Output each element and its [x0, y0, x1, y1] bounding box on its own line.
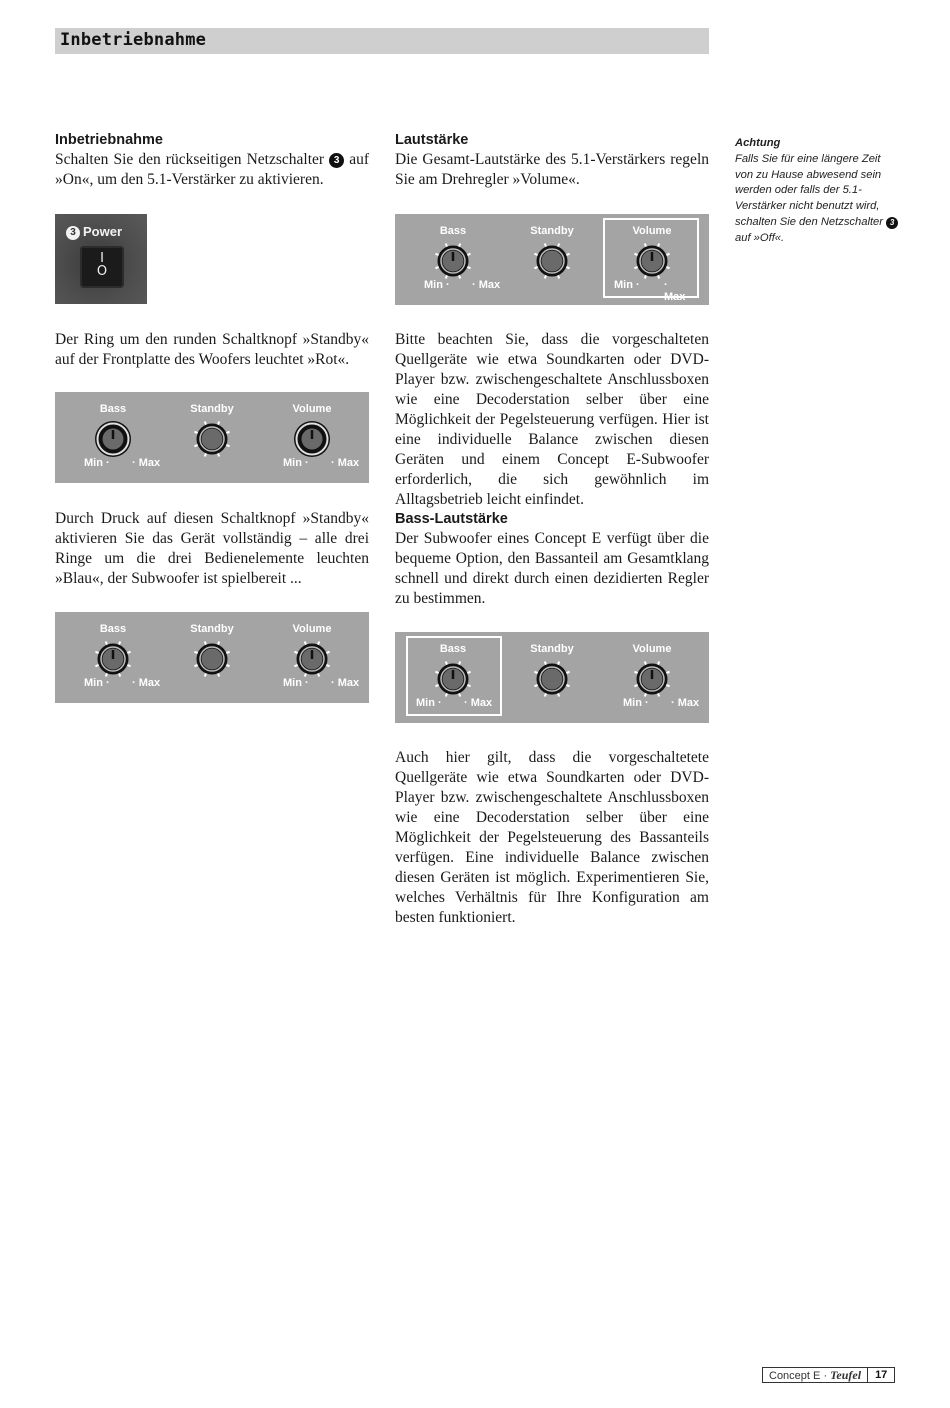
power-on-text: [55, 150, 369, 190]
volume-section: [395, 130, 709, 190]
control-panel-bass: [395, 632, 709, 723]
bass-volume-section: [395, 509, 709, 609]
page-number: 17: [868, 1367, 895, 1383]
standby-control: [502, 214, 602, 305]
min-label: Min ·: [623, 697, 649, 709]
note-switch-marker: 3: [886, 217, 898, 229]
power-on-section: [55, 130, 369, 190]
sources-text: Bitte beachten Sie, dass die vorgeschalteten Quellgeräte wie etwa Soundkarten oder DVD-Player bzw. zwischengeschaltete Anschlussboxen wie eine Decoderstation selber über eine Möglichkeit der Pegelsteuerung verfügen. Hier ist eine individuelle Balance zwischen diesen Geräten und einem Concept E-Subwoofer erforderlich, die sich gewöhnlich im Alltagsbetrieb leicht einfindet.: [395, 331, 709, 508]
power-switch-photo: [55, 214, 147, 304]
power-label-text: Power: [83, 224, 123, 239]
volume-label: Volume: [632, 643, 672, 655]
bass-label: Bass: [99, 623, 127, 635]
max-label: · Max: [331, 457, 360, 469]
min-label: Min ·: [614, 279, 640, 291]
volume-label: Volume: [292, 623, 332, 635]
min-label: Min ·: [283, 677, 309, 689]
bass-knob-icon: [433, 241, 473, 281]
volume-knob-icon: [632, 241, 672, 281]
max-label: · Max: [132, 677, 161, 689]
note-text-part1: Falls Sie für eine längere Zeit von zu Hause abwesend sein werden oder falls der 5.1-Verstärker nicht benutzt wird, schalten Sie den Netzschalter: [735, 152, 884, 228]
bass-control: [63, 612, 163, 703]
min-label: Min ·: [424, 279, 450, 291]
power-on-text-part1: Schalten Sie den rückseitigen Netzschalter: [55, 151, 325, 168]
rocker-symbol-icon: I O: [96, 251, 108, 279]
standby-label: Standby: [190, 623, 234, 635]
control-panel-standby: [55, 392, 369, 483]
bass-control-highlighted: [395, 632, 495, 723]
standby-control: [162, 392, 262, 483]
min-label: Min ·: [283, 457, 309, 469]
note-text-part2: auf »Off«.: [735, 231, 785, 244]
footer-product: Concept E: [769, 1370, 821, 1382]
max-label: · Max: [331, 677, 360, 689]
bass-control: [63, 392, 163, 483]
control-panel-active: [55, 612, 369, 703]
max-label: · Max: [464, 697, 493, 709]
standby-ring-text: Der Ring um den runden Schaltknopf »Standby« auf der Frontplatte des Woofers leuchtet »Rot«.: [55, 331, 369, 368]
rocker-switch: [80, 246, 124, 288]
page-title: Inbetriebnahme: [60, 30, 207, 50]
bass-volume-text: Der Subwoofer eines Concept E verfügt über die bequeme Option, den Bassanteil am Gesamtklang schnell und direkt durch einen dezidierten Regler zu bestimmen.: [395, 530, 709, 607]
bass-sources-text: Auch hier gilt, dass die vorgeschaltetete Quellgeräte wie etwa Soundkarten oder DVD-Player bzw. zwischengeschaltete Anschlussboxen wie eine Decoderstation selber über eine Möglichkeit der Pegelsteuerung des Bassanteils verfügen. Eine individuelle Balance zwischen diesen Geräten ist möglich. Experimentieren Sie, welches Verhältnis für Ihre Konfiguration am besten funktioniert.: [395, 749, 709, 926]
footer-brand: [762, 1367, 868, 1383]
volume-control: [262, 392, 362, 483]
volume-knob-icon: [292, 419, 332, 459]
activate-text: Durch Druck auf diesen Schaltknopf »Standby« aktivieren Sie das Gerät vollständig – alle drei Ringe um die drei Bedienelemente leuchten »Blau«, der Subwoofer ist spielbereit ...: [55, 510, 369, 587]
bass-label: Bass: [439, 225, 467, 237]
switch-number-marker: 3: [329, 153, 344, 168]
control-panel-volume: [395, 214, 709, 305]
standby-control: [502, 632, 602, 723]
standby-button-icon: [532, 659, 572, 699]
power-on-heading: Inbetriebnahme: [55, 132, 163, 148]
bass-knob-icon: [433, 659, 473, 699]
volume-control: [602, 632, 702, 723]
bass-control: [403, 214, 503, 305]
min-label: Min ·: [84, 457, 110, 469]
standby-label: Standby: [530, 225, 574, 237]
power-switch-label: [66, 224, 122, 240]
volume-control-highlighted: [592, 214, 692, 305]
section-header-bar: [55, 28, 709, 54]
volume-label: Volume: [632, 225, 672, 237]
max-label: · Max: [671, 697, 700, 709]
bass-knob-icon: [93, 419, 133, 459]
min-label: Min ·: [84, 677, 110, 689]
standby-button-icon: [192, 639, 232, 679]
bass-sources-section: [395, 748, 709, 928]
standby-label: Standby: [190, 403, 234, 415]
bass-label: Bass: [439, 643, 467, 655]
min-label: Min ·: [416, 697, 442, 709]
note-title: Achtung: [735, 137, 781, 149]
max-label: · Max: [664, 279, 686, 303]
activate-section: [55, 509, 369, 589]
standby-ring-section: [55, 330, 369, 370]
sources-section: [395, 330, 709, 510]
volume-knob-icon: [632, 659, 672, 699]
max-label: · Max: [472, 279, 501, 291]
standby-label: Standby: [530, 643, 574, 655]
warning-note: [735, 136, 900, 247]
standby-button-icon: [532, 241, 572, 281]
footer-separator: ·: [823, 1370, 828, 1382]
volume-heading: Lautstärke: [395, 132, 469, 148]
power-on-text-part2: auf »On«, um den 5.1-Verstärker zu aktivieren.: [55, 151, 370, 188]
bass-knob-icon: [93, 639, 133, 679]
bass-label: Bass: [99, 403, 127, 415]
volume-control: [262, 612, 362, 703]
standby-button-icon: [192, 419, 232, 459]
volume-text: Die Gesamt-Lautstärke des 5.1-Verstärkers regeln Sie am Drehregler »Volume«.: [395, 151, 709, 188]
page-footer: [762, 1367, 895, 1383]
bass-volume-heading: Bass-Lautstärke: [395, 511, 508, 527]
standby-control: [162, 612, 262, 703]
volume-label: Volume: [292, 403, 332, 415]
teufel-logo: Teufel: [830, 1368, 862, 1382]
power-marker: 3: [66, 226, 80, 240]
volume-knob-icon: [292, 639, 332, 679]
max-label: · Max: [132, 457, 161, 469]
